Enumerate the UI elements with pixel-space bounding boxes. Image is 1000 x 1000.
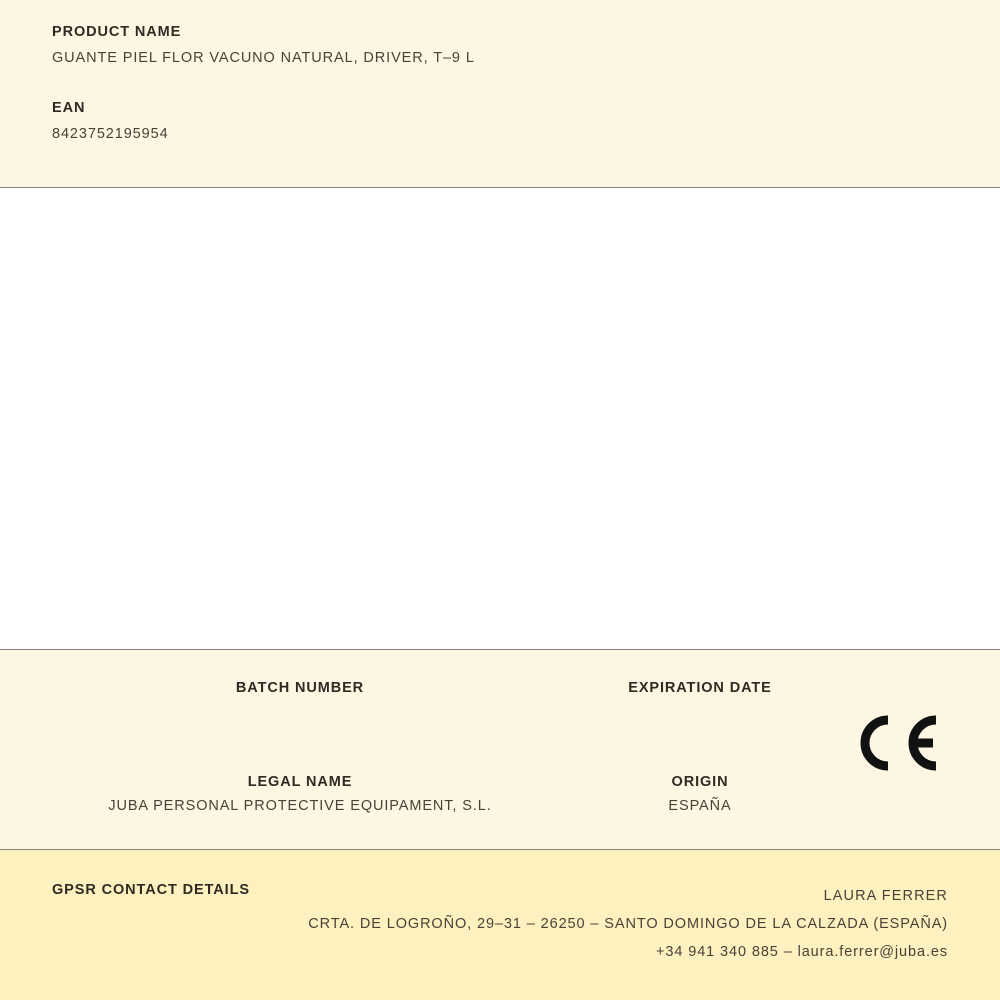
- batch-number-field: [100, 680, 500, 721]
- batch-number-label: BATCH NUMBER: [235, 680, 365, 696]
- ean-field: [52, 100, 948, 142]
- legal-name-value: JUBA PERSONAL PROTECTIVE EQUIPAMENT, S.L.: [108, 798, 492, 814]
- legal-name-field: [100, 774, 500, 815]
- details-section: [0, 650, 1000, 850]
- footer-section: [0, 850, 1000, 1000]
- expiration-date-field: [500, 680, 900, 721]
- contact-name: LAURA FERRER: [823, 888, 948, 904]
- ean-value: 8423752195954: [52, 126, 169, 142]
- contact-phone-email: +34 941 340 885 – laura.ferrer@juba.es: [656, 944, 948, 960]
- ean-label: EAN: [52, 100, 86, 116]
- expiration-date-label: EXPIRATION DATE: [628, 680, 772, 696]
- ce-mark-icon: [858, 712, 948, 774]
- details-row-top: [0, 650, 1000, 721]
- origin-value: ESPAÑA: [668, 798, 732, 814]
- product-name-label: PRODUCT NAME: [52, 24, 182, 40]
- expiration-date-value: [500, 704, 900, 721]
- product-name-field: [52, 24, 948, 66]
- contact-address: CRTA. DE LOGROÑO, 29–31 – 26250 – SANTO DOMINGO DE LA CALZADA (ESPAÑA): [308, 916, 948, 932]
- header-section: [0, 0, 1000, 188]
- batch-number-value: [100, 704, 500, 721]
- blank-content-area: [0, 188, 1000, 650]
- product-name-value: GUANTE PIEL FLOR VACUNO NATURAL, DRIVER, T–9 L: [52, 50, 475, 66]
- legal-name-label: LEGAL NAME: [247, 774, 353, 790]
- origin-field: [500, 774, 900, 815]
- gpsr-contact-details-label: GPSR CONTACT DETAILS: [52, 882, 250, 898]
- origin-label: ORIGIN: [671, 774, 729, 790]
- details-row-bottom: [0, 721, 1000, 815]
